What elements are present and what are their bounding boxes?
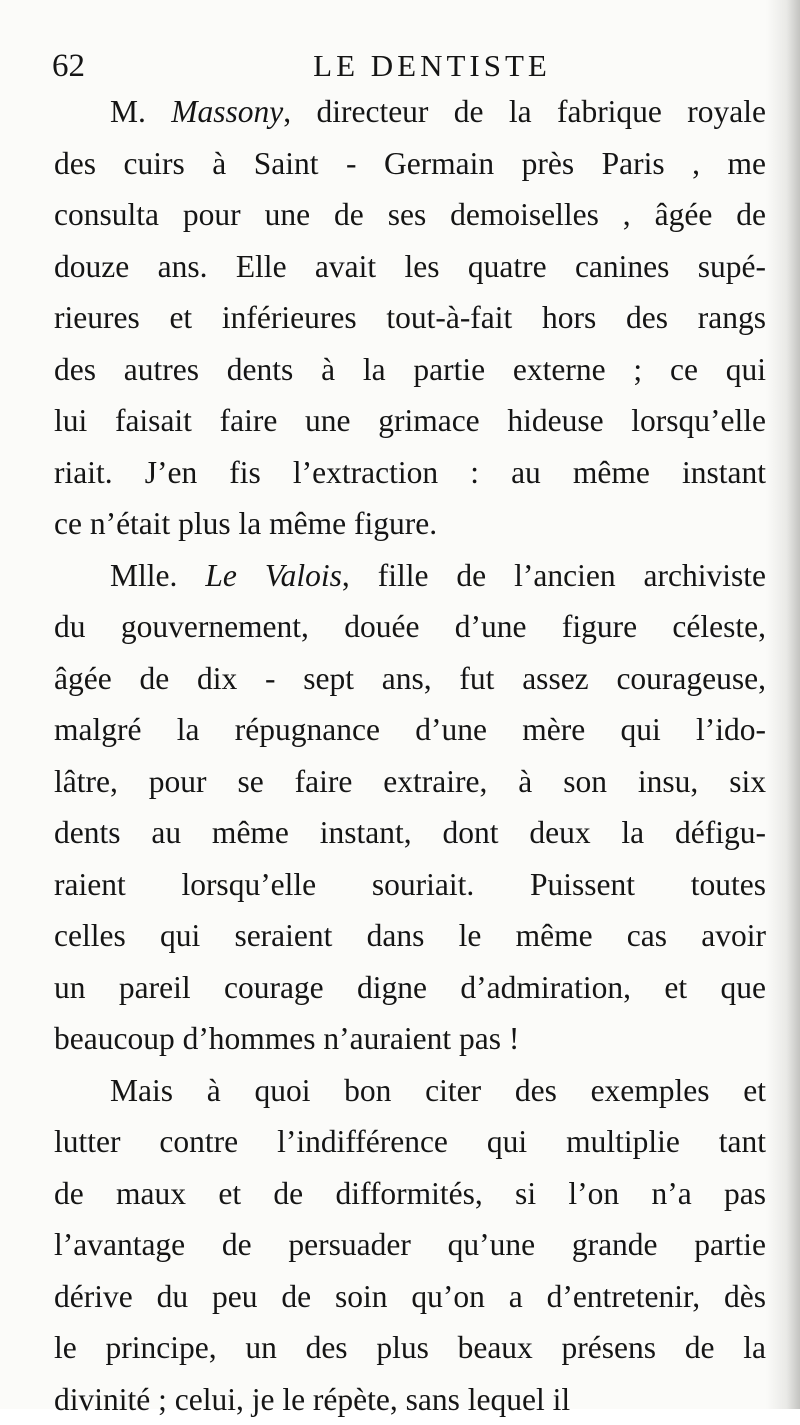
text-line (54, 704, 766, 756)
text-line (54, 395, 766, 447)
text-line (54, 241, 766, 293)
text-line (54, 756, 766, 808)
text-run: M. (110, 94, 171, 129)
text-run: des cuirs à Saint - Germain près Paris , me (54, 146, 766, 181)
text-run: âgée de dix - sept ans, fut assez courageuse, (54, 661, 766, 696)
text-line (54, 138, 766, 190)
text-run: ce n’était plus la même figure. (54, 506, 437, 541)
text-line (54, 447, 766, 499)
text-run: l’avantage de persuader qu’une grande partie (54, 1227, 766, 1262)
text-line (54, 86, 766, 138)
paragraph (54, 86, 766, 550)
text-run: divinité ; celui, je le répète, sans lequel il (54, 1382, 570, 1417)
text-run: de maux et de difformités, si l’on n’a pas (54, 1176, 766, 1211)
text-run: beaucoup d’hommes n’auraient pas ! (54, 1021, 519, 1056)
text-run: , directeur de la fabrique royale (283, 94, 766, 129)
text-line (54, 910, 766, 962)
text-run: des autres dents à la partie externe ; ce qui (54, 352, 766, 387)
text-line (54, 1374, 766, 1425)
text-line (54, 807, 766, 859)
text-line (54, 601, 766, 653)
paragraph (54, 1065, 766, 1425)
text-line (54, 1322, 766, 1374)
italic-name: Le Valois (205, 558, 342, 593)
text-line (54, 189, 766, 241)
text-line (54, 1116, 766, 1168)
page-number: 62 (52, 46, 85, 86)
text-run: dents au même instant, dont deux la défigu- (54, 815, 766, 850)
text-line (54, 859, 766, 911)
text-line (54, 1013, 766, 1065)
text-run: dérive du peu de soin qu’on a d’entretenir, dès (54, 1279, 766, 1314)
italic-name: Massony (171, 94, 283, 129)
text-run: raient lorsqu’elle souriait. Puissent toutes (54, 867, 766, 902)
text-line (54, 1065, 766, 1117)
page-edge-shadow (766, 0, 800, 1409)
text-run: riait. J’en fis l’extraction : au même instant (54, 455, 766, 490)
body-text (54, 86, 766, 1425)
text-run: douze ans. Elle avait les quatre canines supé- (54, 249, 766, 284)
text-run: Mais à quoi bon citer des exemples et (110, 1073, 766, 1108)
text-run: rieures et inférieures tout-à-fait hors des rangs (54, 300, 766, 335)
text-line (54, 1271, 766, 1323)
text-line (54, 550, 766, 602)
text-line (54, 292, 766, 344)
text-line (54, 653, 766, 705)
text-line (54, 1219, 766, 1271)
paragraph (54, 550, 766, 1065)
text-line (54, 344, 766, 396)
text-run: consulta pour une de ses demoiselles , âgée de (54, 197, 766, 232)
text-run: celles qui seraient dans le même cas avoir (54, 918, 766, 953)
text-run: du gouvernement, douée d’une figure céleste, (54, 609, 766, 644)
text-line (54, 1168, 766, 1220)
text-run: un pareil courage digne d’admiration, et que (54, 970, 766, 1005)
text-run: malgré la répugnance d’une mère qui l’ido- (54, 712, 766, 747)
text-run: le principe, un des plus beaux présens de la (54, 1330, 766, 1365)
text-run: lutter contre l’indifférence qui multiplie tant (54, 1124, 766, 1159)
page-header (52, 42, 772, 92)
text-run: , fille de l’ancien archiviste (342, 558, 766, 593)
text-run: Mlle. (110, 558, 205, 593)
text-run: lâtre, pour se faire extraire, à son insu, six (54, 764, 766, 799)
text-run: lui faisait faire une grimace hideuse lorsqu’elle (54, 403, 766, 438)
text-line (54, 498, 766, 550)
text-line (54, 962, 766, 1014)
running-title: LE DENTISTE (232, 46, 632, 86)
